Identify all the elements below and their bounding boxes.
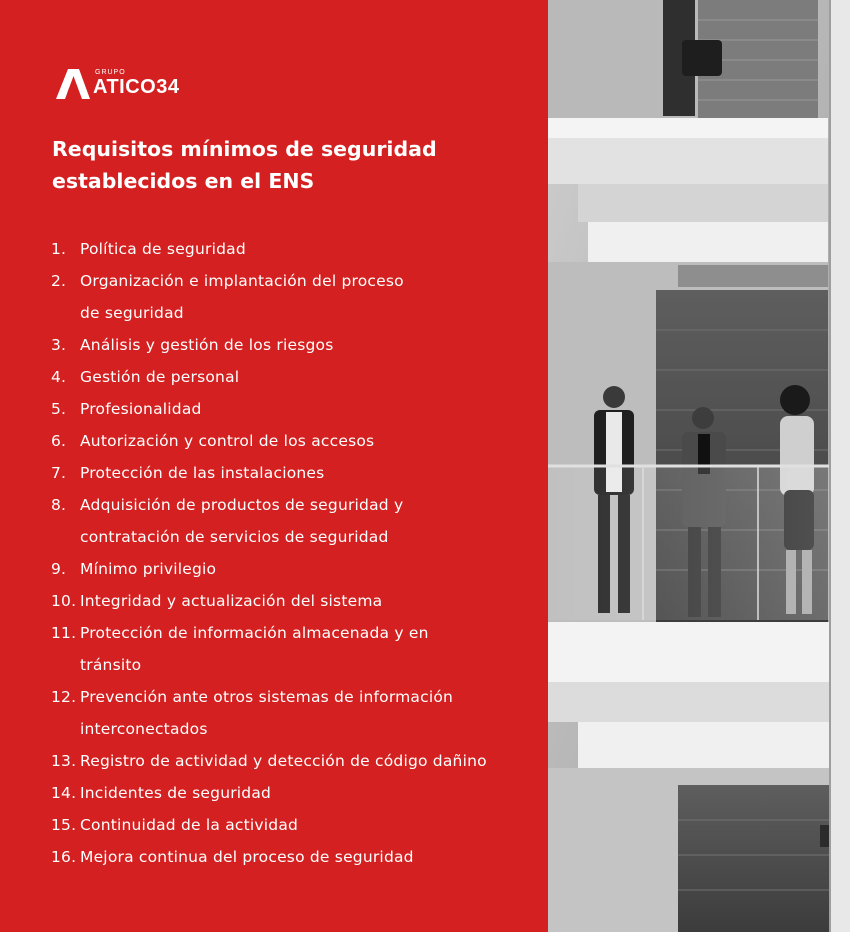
item-text: Mejora continua del proceso de seguridad: [80, 848, 414, 866]
item-number: 13.: [51, 752, 77, 770]
list-item: [0, 745, 520, 777]
item-number: 3.: [51, 336, 67, 354]
item-number: 7.: [51, 464, 67, 482]
item-text: Integridad y actualización del sistema: [80, 592, 383, 610]
item-text: Protección de las instalaciones: [80, 464, 325, 482]
item-number: 6.: [51, 432, 67, 450]
item-text: contratación de servicios de seguridad: [80, 528, 389, 546]
logo-group-text: GRUPO: [95, 69, 126, 76]
item-text: Incidentes de seguridad: [80, 784, 272, 802]
list-item: [0, 681, 520, 745]
list-item: [0, 393, 520, 425]
logo-brand-name: ATICO34: [93, 76, 180, 98]
item-text: Registro de actividad y detección de código dañino: [80, 752, 487, 770]
item-text: Protección de información almacenada y en: [80, 624, 429, 642]
item-number: 1.: [51, 240, 67, 258]
title-line: establecidos en el ENS: [52, 169, 315, 193]
item-number: 12.: [51, 688, 77, 706]
item-number: 10.: [51, 592, 77, 610]
item-text: Gestión de personal: [80, 368, 240, 386]
list-item: [0, 777, 520, 809]
item-number: 15.: [51, 816, 77, 834]
requirements-list: [0, 233, 520, 873]
list-item: [0, 841, 520, 873]
brand-logo: [55, 68, 195, 100]
item-number: 9.: [51, 560, 67, 578]
list-item: [0, 265, 520, 329]
list-item: [0, 809, 520, 841]
item-text: Adquisición de productos de seguridad y: [80, 496, 404, 514]
list-item: [0, 585, 520, 617]
title-line: Requisitos mínimos de seguridad: [52, 137, 437, 161]
item-text: Análisis y gestión de los riesgos: [80, 336, 334, 354]
page-title: [52, 133, 522, 197]
item-number: 11.: [51, 624, 77, 642]
item-text: Continuidad de la actividad: [80, 816, 299, 834]
list-item: [0, 329, 520, 361]
item-number: 16.: [51, 848, 77, 866]
item-text: de seguridad: [80, 304, 184, 322]
item-text: Mínimo privilegio: [80, 560, 217, 578]
office-balcony-photo: [548, 0, 850, 932]
item-text: tránsito: [80, 656, 142, 674]
list-item: [0, 361, 520, 393]
item-number: 14.: [51, 784, 77, 802]
list-item: [0, 617, 520, 681]
list-item: [0, 553, 520, 585]
item-text: Organización e implantación del proceso: [80, 272, 404, 290]
item-text: interconectados: [80, 720, 208, 738]
item-number: 5.: [51, 400, 67, 418]
list-item: [0, 489, 520, 553]
item-text: Prevención ante otros sistemas de información: [80, 688, 454, 706]
item-number: 2.: [51, 272, 67, 290]
item-text: Política de seguridad: [80, 240, 246, 258]
logo-a-icon: [55, 68, 91, 100]
item-text: Profesionalidad: [80, 400, 202, 418]
item-text: Autorización y control de los accesos: [80, 432, 375, 450]
list-item: [0, 457, 520, 489]
item-number: 8.: [51, 496, 67, 514]
list-item: [0, 233, 520, 265]
item-number: 4.: [51, 368, 67, 386]
list-item: [0, 425, 520, 457]
